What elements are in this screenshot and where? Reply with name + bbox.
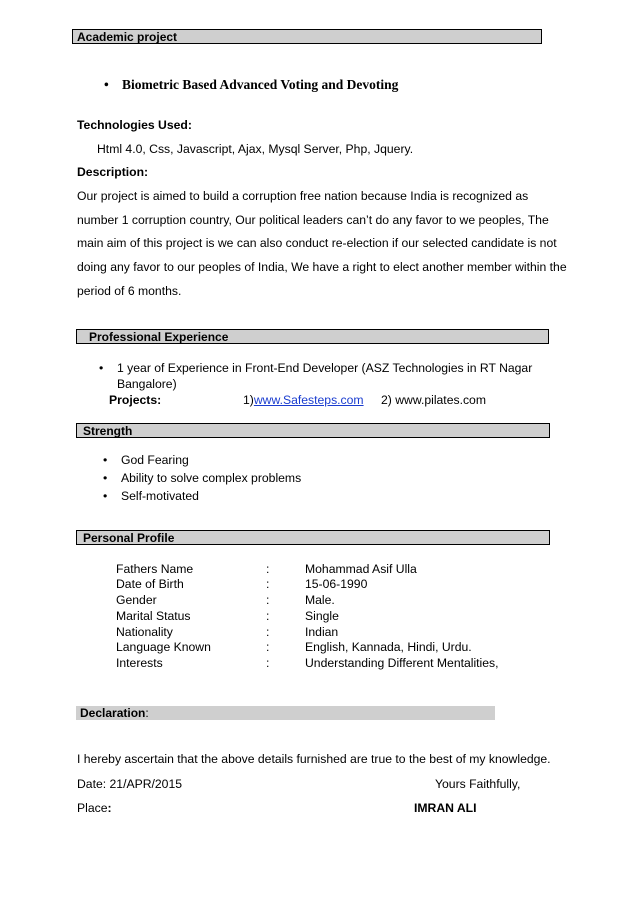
declaration-place: [77, 801, 112, 815]
profile-row: [0, 609, 638, 625]
personal-profile-header: [76, 530, 550, 545]
project-2: 2) www.pilates.com: [381, 393, 486, 407]
profile-value: English, Kannada, Hindi, Urdu.: [305, 640, 472, 654]
technologies-label: Technologies Used:: [77, 118, 192, 132]
profile-label: Language Known: [116, 640, 211, 654]
profile-separator: :: [266, 640, 270, 654]
description-line: number 1 corruption country, Our political leaders can’t do any favor to we peoples, The: [77, 213, 549, 227]
profile-label: Marital Status: [116, 609, 191, 623]
project-title-text: Biometric Based Advanced Voting and Devoting: [122, 77, 399, 92]
strength-item: [121, 489, 199, 503]
declaration-place-label: Place: [77, 801, 108, 815]
profile-separator: :: [266, 593, 270, 607]
project-1-prefix: 1): [243, 393, 254, 407]
strength-item-text: God Fearing: [121, 453, 189, 467]
profile-label: Date of Birth: [116, 577, 184, 591]
experience-item-line1: 1 year of Experience in Front-End Developer (ASZ Technologies in RT Nagar: [117, 361, 533, 375]
project-title: [122, 77, 398, 93]
strength-item-text: Ability to solve complex problems: [121, 471, 302, 485]
profile-row: [0, 562, 638, 578]
description-line: main aim of this project is we can also conduct re-election if our selected candidate is not: [77, 236, 557, 250]
declaration-header-colon: :: [145, 706, 149, 720]
experience-item: [117, 361, 532, 375]
description-line: Our project is aimed to build a corruption free nation because India is recognized as: [77, 189, 529, 203]
professional-experience-header-text: Professional Experience: [89, 330, 229, 344]
profile-value: Mohammad Asif Ulla: [305, 562, 417, 576]
signatory-name: IMRAN ALI: [414, 801, 477, 815]
declaration-header-text: Declaration: [80, 706, 146, 720]
declaration-header: [76, 706, 495, 720]
strength-item: [121, 453, 189, 467]
profile-row: [0, 656, 638, 672]
profile-row: [0, 640, 638, 656]
declaration-text: I hereby ascertain that the above details furnished are true to the best of my knowledge.: [77, 752, 551, 766]
profile-label: Nationality: [116, 625, 173, 639]
description-line: period of 6 months.: [77, 284, 182, 298]
profile-separator: :: [266, 577, 270, 591]
profile-row: [0, 593, 638, 609]
profile-label: Interests: [116, 656, 163, 670]
profile-label: Fathers Name: [116, 562, 194, 576]
profile-label: Gender: [116, 593, 157, 607]
description-line: doing any favor to our peoples of India, We have a right to elect another member within the: [77, 260, 567, 274]
strength-header: [76, 423, 550, 438]
profile-separator: :: [266, 562, 270, 576]
profile-value: Single: [305, 609, 339, 623]
strength-header-text: Strength: [83, 424, 133, 438]
strength-item: [121, 471, 301, 485]
professional-experience-header: [76, 329, 549, 344]
declaration-place-colon: :: [107, 801, 112, 815]
academic-project-header: [72, 29, 542, 44]
strength-item-text: Self-motivated: [121, 489, 199, 503]
profile-separator: :: [266, 609, 270, 623]
profile-row: [0, 625, 638, 641]
profile-row: [0, 577, 638, 593]
profile-separator: :: [266, 656, 270, 670]
technologies-value: Html 4.0, Css, Javascript, Ajax, Mysql Server, Php, Jquery.: [97, 142, 414, 156]
profile-value: Indian: [305, 625, 339, 639]
experience-item-line2: Bangalore): [117, 377, 177, 391]
description-label: Description:: [77, 165, 149, 179]
profile-value: Understanding Different Mentalities,: [305, 656, 499, 670]
profile-separator: :: [266, 625, 270, 639]
projects-label: Projects:: [109, 393, 162, 407]
safesteps-link[interactable]: www.Safesteps.com: [253, 393, 364, 407]
profile-value: 15-06-1990: [305, 577, 368, 591]
personal-profile-header-text: Personal Profile: [83, 531, 175, 545]
declaration-closing: Yours Faithfully,: [435, 777, 521, 791]
academic-project-header-text: Academic project: [77, 30, 178, 44]
project-1: [243, 393, 364, 407]
profile-value: Male.: [305, 593, 335, 607]
declaration-date: Date: 21/APR/2015: [77, 777, 183, 791]
